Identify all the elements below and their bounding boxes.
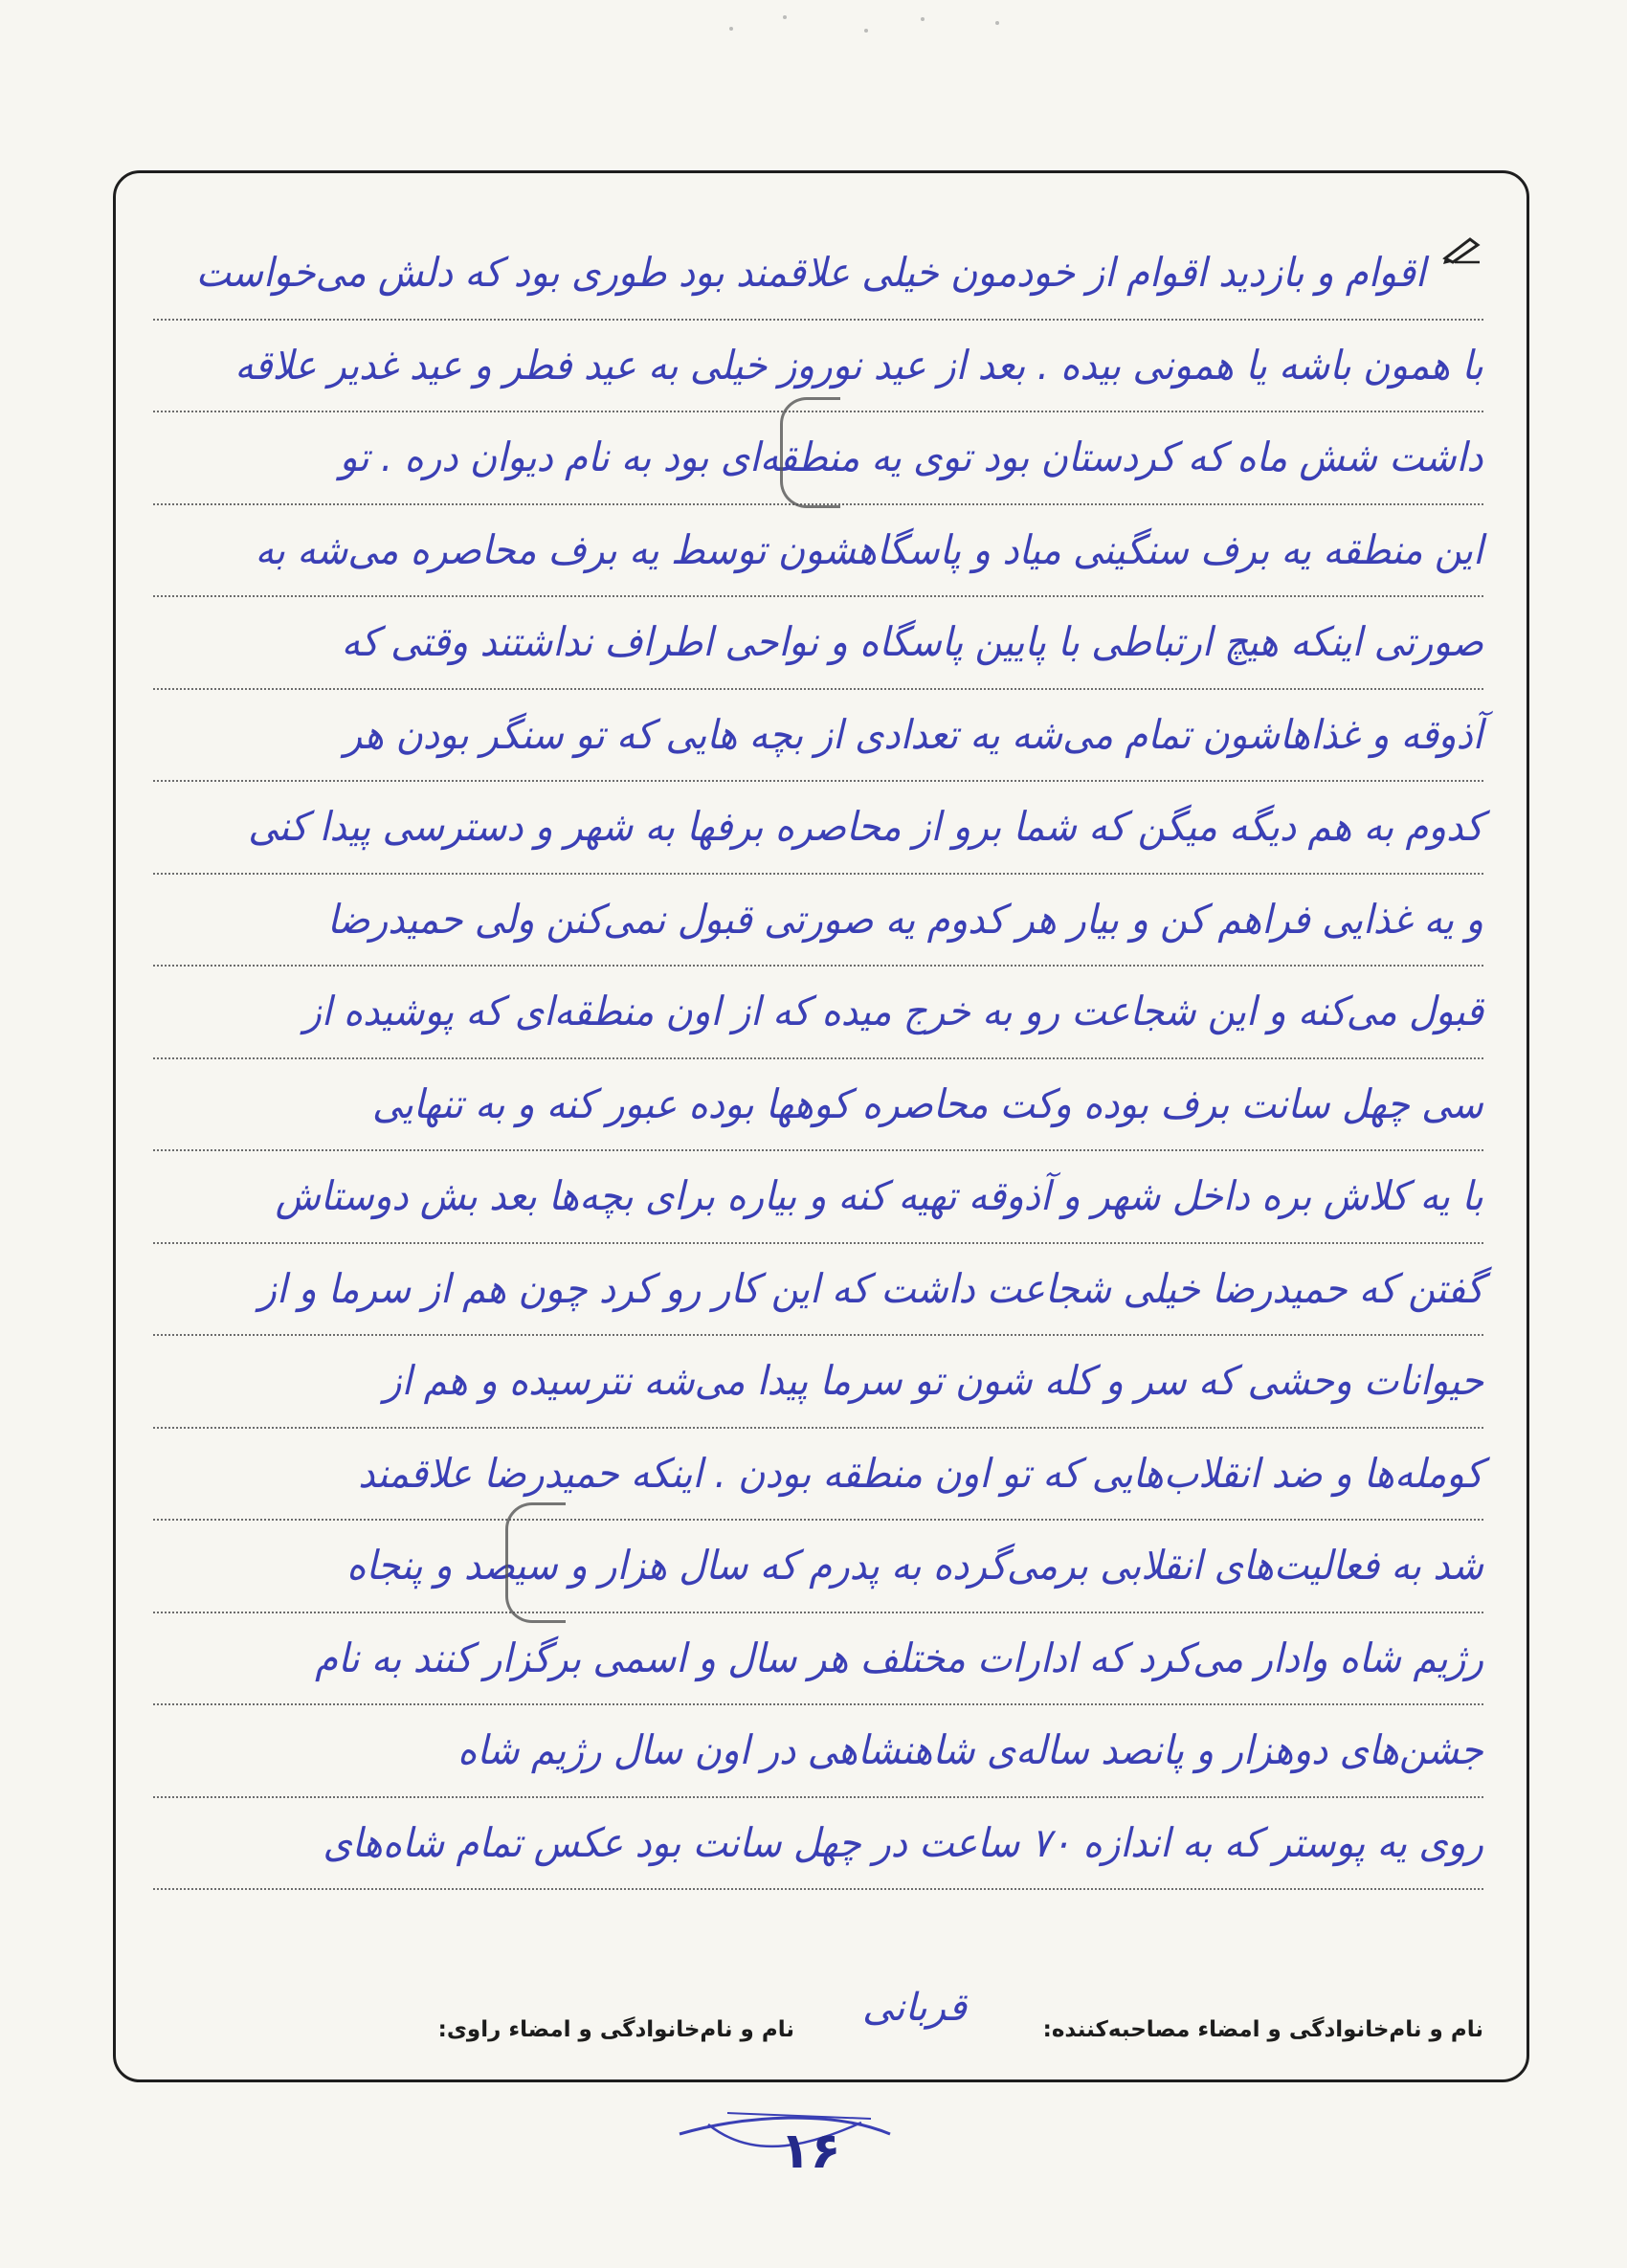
interviewer-signature: قربانی xyxy=(862,1986,967,2030)
signature-footer xyxy=(144,2010,1483,2057)
margin-bracket-mark xyxy=(780,397,840,508)
text-line: و یه غذایی فراهم کن و بیار هر کدوم یه صورتی قبول نمی‌کنن ولی حمیدرضا xyxy=(153,875,1483,967)
text-line: آذوقه و غذاهاشون تمام می‌شه یه تعدادی از بچه هایی که تو سنگر بودن هر xyxy=(153,690,1483,783)
paper-speck xyxy=(995,21,999,25)
text-line: شد به فعالیت‌های انقلابی برمی‌گرده به پدرم که سال هزار و سیصد و پنجاه xyxy=(153,1521,1483,1613)
text-line: کومله‌ها و ضد انقلاب‌هایی که تو اون منطقه بودن . اینکه حمیدرضا علاقمند xyxy=(153,1429,1483,1522)
text-line: روی یه پوستر که به اندازه ۷۰ ساعت در چهل سانت بود عکس تمام شاه‌های xyxy=(153,1798,1483,1891)
text-line: اقوام و بازدید اقوام از خودمون خیلی علاقمند بود طوری بود که دلش می‌خواست xyxy=(153,228,1483,321)
text-line: قبول می‌کنه و این شجاعت رو به خرج میده که از اون منطقه‌ای که پوشیده از xyxy=(153,967,1483,1059)
text-line: این منطقه یه برف سنگینی میاد و پاسگاهشون توسط یه برف محاصره می‌شه به xyxy=(153,505,1483,598)
pen-writing-icon xyxy=(1441,233,1483,266)
text-line: صورتی اینکه هیچ ارتباطی با پایین پاسگاه و نواحی اطراف نداشتند وقتی که xyxy=(153,597,1483,690)
text-line: با یه کلاش بره داخل شهر و آذوقه تهیه کنه و بیاره برای بچه‌ها بعد بش دوستاش xyxy=(153,1151,1483,1244)
paper-speck xyxy=(921,17,925,21)
margin-bracket-mark xyxy=(505,1502,566,1623)
paper-speck xyxy=(783,15,787,19)
text-line: حیوانات وحشی که سر و کله شون تو سرما پیدا می‌شه نترسیده و هم از xyxy=(153,1336,1483,1429)
text-line: سی چهل سانت برف بوده وکت محاصره کوهها بوده عبور کنه و به تنهایی xyxy=(153,1059,1483,1152)
page-number-text: ۱۶ xyxy=(780,2123,841,2180)
interviewer-label: نام و نام‌خانوادگی و امضاء مصاحبه‌کننده: xyxy=(1042,2017,1483,2042)
text-line: جشن‌های دوهزار و پانصد ساله‌ی شاهنشاهی در اون سال رژیم شاه xyxy=(153,1705,1483,1798)
paper-speck xyxy=(729,27,733,31)
narrator-label: نام و نام‌خانوادگی و امضاء راوی: xyxy=(437,2017,794,2042)
text-line: رژیم شاه وادار می‌کرد که ادارات مختلف هر سال و اسمی برگزار کنند به نام xyxy=(153,1613,1483,1706)
text-line: گفتن که حمیدرضا خیلی شجاعت داشت که این کار رو کرد چون هم از سرما و از xyxy=(153,1244,1483,1337)
text-line: با همون باشه یا همونی بیده . بعد از عید نوروز خیلی به عید فطر و عید غدیر علاقه xyxy=(153,321,1483,413)
text-line: داشت شش ماه که کردستان بود توی یه منطقه‌ای بود به نام دیوان دره . تو xyxy=(153,412,1483,505)
text-line: کدوم به هم دیگه میگن که شما برو از محاصره برفها به شهر و دسترسی پیدا کنی xyxy=(153,782,1483,875)
page-number xyxy=(670,2105,919,2220)
paper-speck xyxy=(864,29,868,33)
